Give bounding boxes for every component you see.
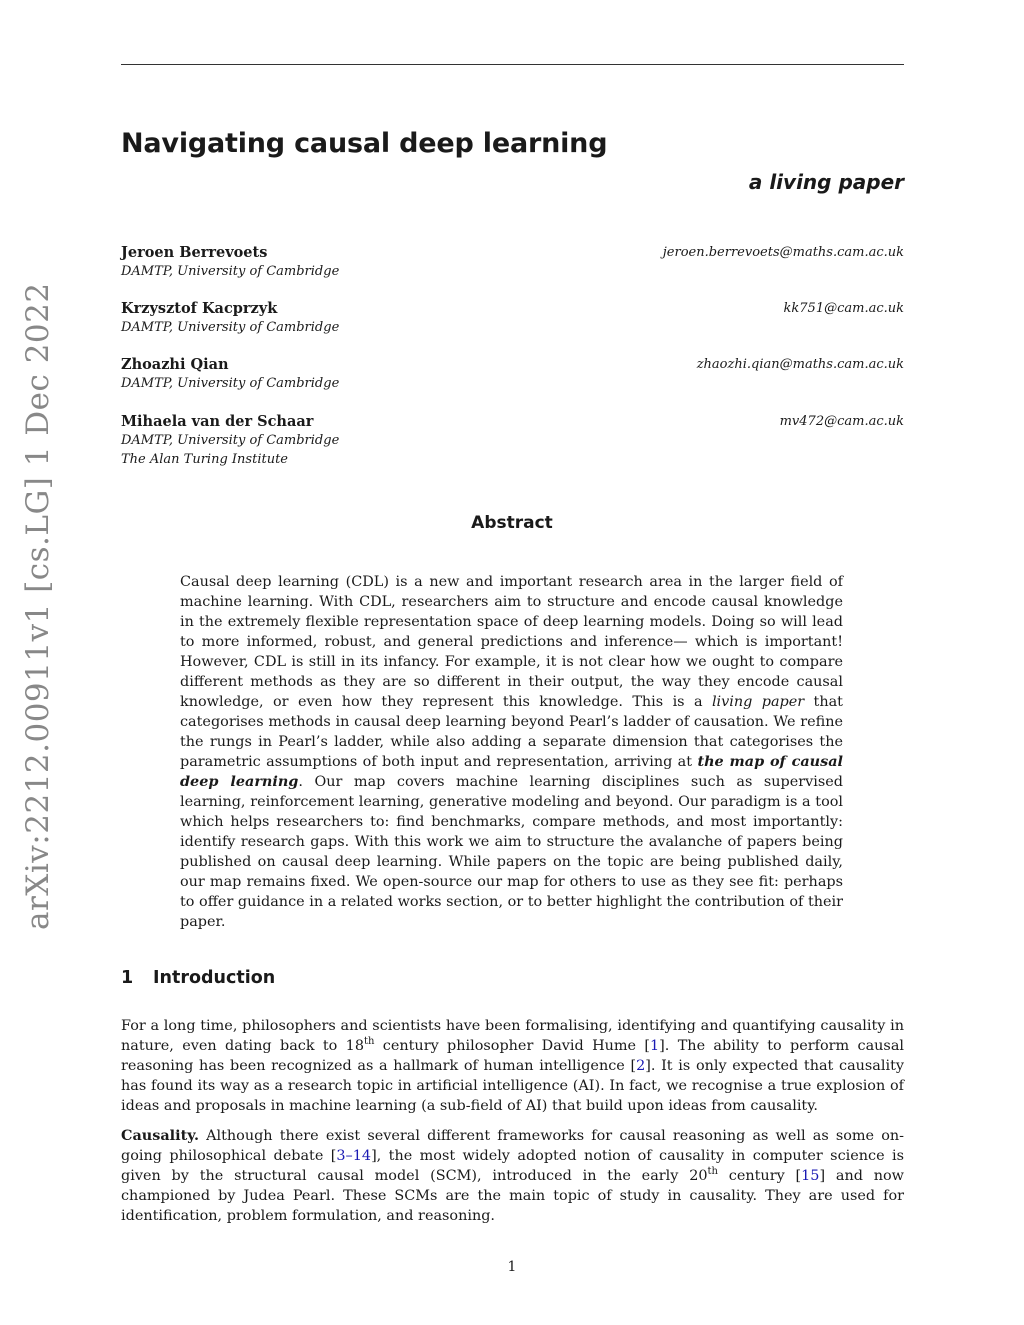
paragraph-text: century philosopher David Hume [ <box>374 1038 651 1054</box>
author-block <box>121 412 904 469</box>
paragraph-text: century [ <box>717 1168 802 1184</box>
arxiv-stamp: arXiv:2212.00911v1 [cs.LG] 1 Dec 2022 <box>20 282 56 930</box>
section-heading <box>121 968 275 988</box>
author-email[interactable]: kk751@cam.ac.uk <box>783 301 904 316</box>
author-affiliation: DAMTP, University of Cambridge <box>121 320 340 335</box>
author-email[interactable]: mv472@cam.ac.uk <box>779 414 904 429</box>
superscript: th <box>707 1166 718 1178</box>
abstract-text <box>180 572 843 932</box>
author-name: Jeroen Berrevoets <box>121 244 268 261</box>
author-email[interactable]: jeroen.berrevoets@maths.cam.ac.uk <box>662 245 904 260</box>
abstract-text-part: that categorises methods in causal deep learning beyond Pearl’s ladder of causation. We refine the rungs in Pearl’s ladder, while also adding a separate dimension that categorises the parametric assumptions of both input and representation, arriving at <box>180 694 843 770</box>
citation-link[interactable]: 1 <box>650 1038 660 1054</box>
map-emphasis: the map of causal deep learning <box>180 753 844 790</box>
author-affiliation: DAMTP, University of Cambridge <box>121 433 340 448</box>
author-affiliation: DAMTP, University of Cambridge <box>121 264 340 279</box>
citation-link[interactable]: 15 <box>801 1168 820 1184</box>
author-name: Krzysztof Kacprzyk <box>121 300 278 317</box>
author-affiliation: DAMTP, University of Cambridge <box>121 376 340 391</box>
abstract-text-part: . Our map covers machine learning disciplines such as supervised learning, reinforcement learning, generative modeling and beyond. Our paradigm is a tool which helps researchers to: find benchmarks, compare methods, and most importantly: identify research gaps. With this work we aim to structure the avalanche of papers being published on causal deep learning. While papers on the topic are being published daily, our map remains fixed. We open-source our map for others to use as they see fit: perhaps to offer guidance in a related works section, or to better highlight the contribution of their paper. <box>180 774 843 930</box>
header-rule <box>121 64 904 65</box>
section-title: Introduction <box>153 968 276 988</box>
page-number: 1 <box>507 1259 517 1275</box>
paragraph-text: ]. It is only expected that causality has found its way as a research topic in artificial intelligence (AI). In fact, we recognise a true explosion of ideas and proposals in machine learning (a sub-field of AI) that build upon ideas from causality. <box>121 1058 905 1114</box>
author-email[interactable]: zhaozhi.qian@maths.cam.ac.uk <box>696 357 904 372</box>
author-name: Mihaela van der Schaar <box>121 413 314 430</box>
citation-link[interactable]: 2 <box>636 1058 646 1074</box>
abstract-heading: Abstract <box>471 513 553 533</box>
author-name: Zhoazhi Qian <box>121 356 229 373</box>
abstract-text-part: Causal deep learning (CDL) is a new and important research area in the larger field of machine learning. With CDL, researchers aim to structure and encode causal knowledge in the extremely flexible representation space of deep learning models. Doing so will lead to more informed, robust, and general predictions and inference— which is important! However, CDL is still in its infancy. For example, it is not clear how we ought to compare different methods as they are so different in their output, the way they encode causal knowledge, or even how they represent this knowledge. This is a <box>180 574 843 710</box>
intro-paragraph <box>121 1016 904 1116</box>
citation-link[interactable]: 3–14 <box>336 1148 372 1164</box>
paragraph-runin-heading: Causality. <box>121 1127 199 1144</box>
living-paper-emphasis: living paper <box>711 694 805 710</box>
paragraph-text: Although there exist several different frameworks for causal reasoning as well as some on-going philosophical debate [ <box>121 1128 904 1164</box>
paragraph-text: ], the most widely adopted notion of causality in computer science is given by the structural causal model (SCM), introduced in the early 20 <box>121 1148 905 1184</box>
author-block <box>121 243 904 281</box>
paragraph-text: For a long time, philosophers and scientists have been formalising, identifying and quantifying causality in nature, even dating back to 18 <box>121 1018 904 1054</box>
paragraph-text: ] and now championed by Judea Pearl. These SCMs are the main topic of study in causality. They are used for identification, problem formulation, and reasoning. <box>121 1168 905 1224</box>
author-block <box>121 355 904 393</box>
causality-paragraph <box>121 1126 904 1226</box>
paper-title: Navigating causal deep learning <box>121 128 608 159</box>
paper-subtitle: a living paper <box>748 170 904 194</box>
author-affiliation: The Alan Turing Institute <box>121 452 288 467</box>
section-number: 1 <box>121 968 134 988</box>
author-block <box>121 299 904 337</box>
superscript: th <box>364 1036 375 1048</box>
paragraph-text: ]. The ability to perform causal reasoning has been recognized as a hallmark of human intelligence [ <box>121 1038 904 1074</box>
